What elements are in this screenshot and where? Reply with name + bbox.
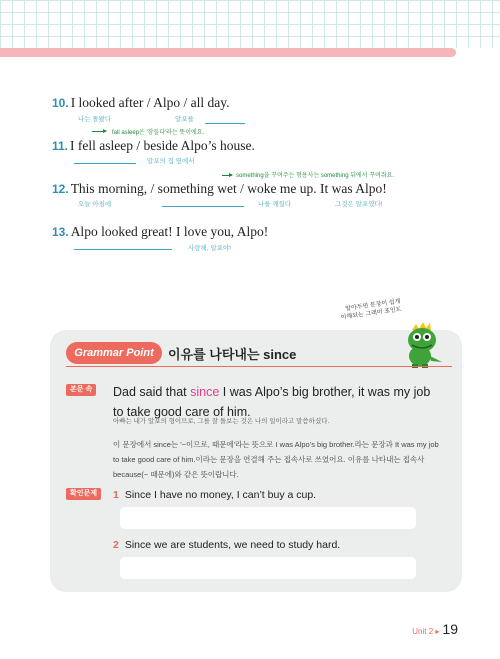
grammar-title-underline xyxy=(66,366,452,367)
grammar-point-title: 이유를 나타내는 since xyxy=(168,347,297,362)
answer-field-1[interactable] xyxy=(120,507,416,529)
question-1: 1 Since I have no money, I can’t buy a cup. xyxy=(113,489,317,501)
answer-blank[interactable] xyxy=(162,206,244,207)
note-12: something을 꾸며주는 형용사는 something 뒤에서 꾸며줘요. xyxy=(236,173,395,179)
hint-12-1: 오늘 아침에 xyxy=(78,201,112,208)
question-2: 2 Since we are students, we need to study hard. xyxy=(113,539,341,551)
answer-blank[interactable] xyxy=(74,163,136,164)
example-sentence: Dad said that since I was Alpo’s big brother, it was my job to take good care of him. xyxy=(113,385,431,419)
answer-blank[interactable] xyxy=(74,249,172,250)
hint-13-1: 사랑해, 알포야! xyxy=(188,245,232,252)
exercise-13: 13. Alpo looked great! I love you, Alpo! xyxy=(52,224,269,239)
answer-blank[interactable] xyxy=(205,123,245,124)
grammar-point-badge: Grammar Point xyxy=(66,342,162,364)
answer-field-2[interactable] xyxy=(120,557,416,579)
note-arrow xyxy=(92,131,106,132)
hint-12-2: 나를 깨웠다 xyxy=(258,201,292,208)
check-tag: 확인문제 xyxy=(66,488,101,500)
dinosaur-mascot-icon xyxy=(398,320,444,368)
hint-12-3: 그것은 알포였다! xyxy=(335,201,383,208)
example-translation: 아빠는 내가 알포의 형이므로, 그를 잘 돌보는 것은 나의 일이라고 말씀하셨다. xyxy=(113,418,330,425)
hint-11-1: 알포의 집 옆에서 xyxy=(147,158,195,165)
exercise-10: 10. I looked after / Alpo / all day. xyxy=(52,95,230,110)
mascot-note: 알아두면 문장이 쉽게 이해되는 그래머 포인트 xyxy=(340,298,402,322)
hint-10-1: 나는 돌봤다 xyxy=(78,116,112,123)
header-divider xyxy=(0,48,456,57)
grid-header xyxy=(0,0,500,48)
source-tag: 본문 속 xyxy=(66,384,96,396)
page-number: 19 xyxy=(442,621,458,637)
exercise-11: 11. I fell asleep / beside Alpo’s house. xyxy=(52,138,255,153)
grammar-explanation: 이 문장에서 since는 '~이므로, 때문에'라는 뜻으로 I was Alpo’s big brother.라는 문장과 It was my job to take good care of him.이라는 문장을 연결해 주는 접속사로 쓰였어요. 이유를 나타내는 접속사 because(~ 때문에)와 같은 뜻이랍니다. xyxy=(113,440,439,479)
hint-10-2: 알포를 xyxy=(175,116,194,123)
note-arrow xyxy=(222,175,232,176)
note-11: fall asleep은 '잠들다'라는 뜻이에요. xyxy=(112,130,205,136)
exercise-12: 12. This morning, / something wet / woke me up. It was Alpo! xyxy=(52,181,387,196)
page-footer: Unit 2 ▸ 19 xyxy=(412,621,458,637)
